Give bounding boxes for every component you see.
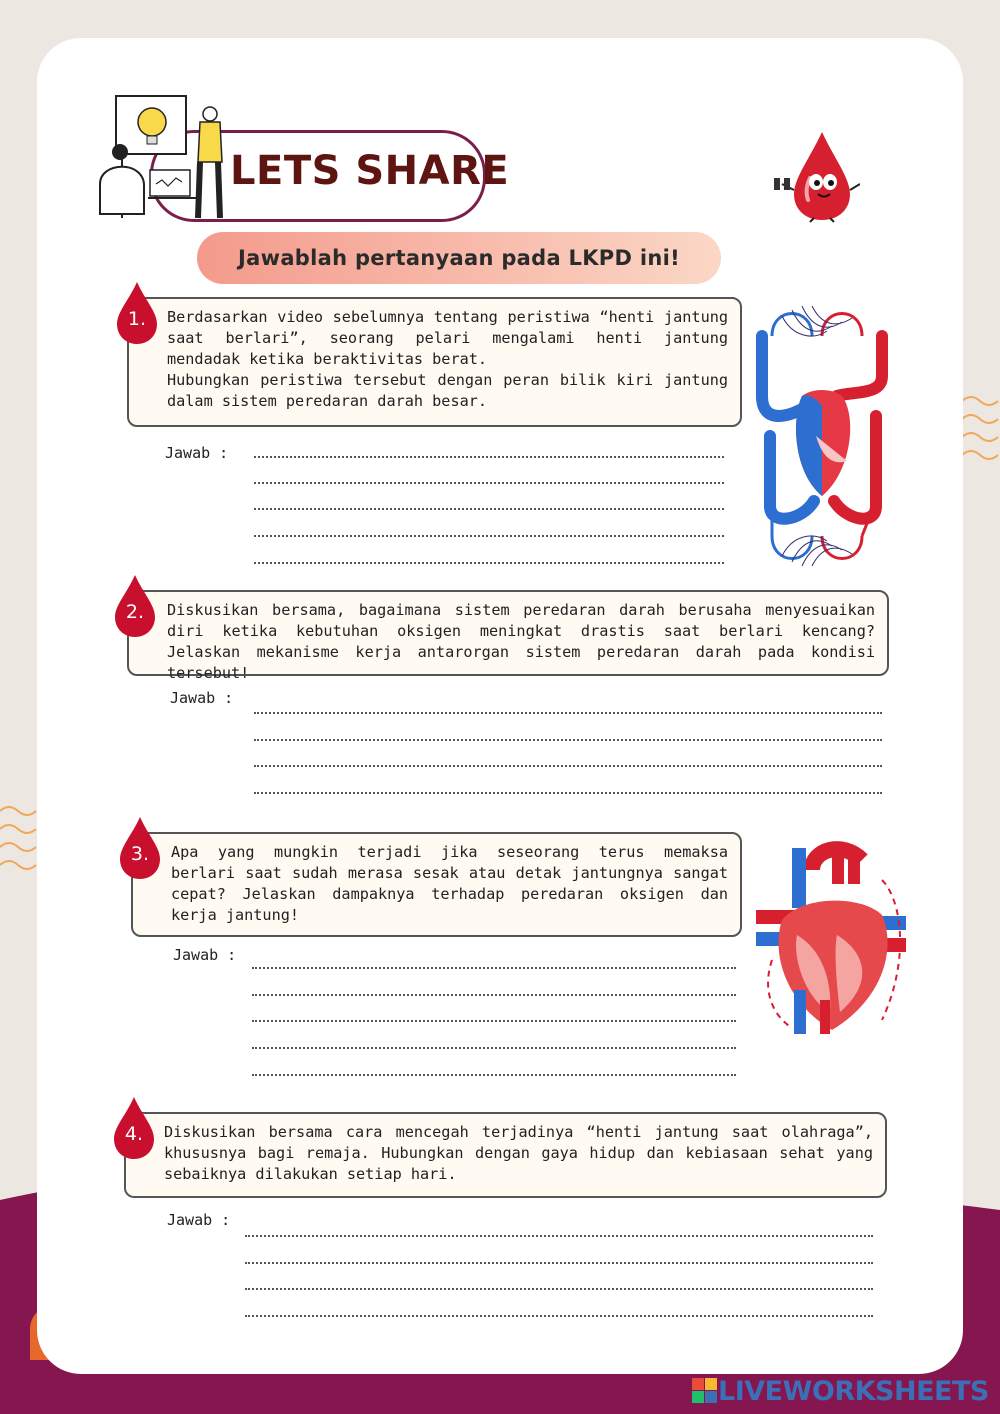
watermark-text: LIVEWORKSHEETS (718, 1376, 989, 1407)
answer-1-line-2[interactable] (254, 482, 724, 484)
question-1-box (127, 297, 742, 427)
instruction-banner: Jawablah pertanyaan pada LKPD ini! (197, 232, 721, 284)
question-3-number: 3. (130, 843, 150, 865)
answer-4-label: Jawab : (167, 1211, 231, 1229)
answer-1-line-4[interactable] (254, 535, 724, 537)
question-3-text: Apa yang mungkin terjadi jika seseorang terus memaksa berlari saat sudah merasa sesak atau detak jantungnya sangat cepat? Jelaskan dampaknya terhadap peredaran oksigen dan kerja jantung! (171, 843, 728, 924)
question-2-number: 2. (125, 601, 145, 623)
answer-1-line-1[interactable] (254, 456, 724, 458)
answer-2-line-2[interactable] (254, 739, 882, 741)
question-1-text-a: Berdasarkan video sebelumnya tentang peristiwa “henti jantung saat berlari”, seorang pelari mengalami henti jantung mendadak ketika beraktivitas berat. (167, 308, 728, 368)
heart-anatomy-icon (752, 840, 912, 1040)
circulation-diagram-icon (752, 296, 892, 578)
question-1-number: 1. (127, 308, 147, 330)
answer-4-line-4[interactable] (245, 1315, 873, 1317)
squiggle-left-decoration (0, 805, 40, 875)
question-4-box (124, 1112, 887, 1198)
presentation-illustration-icon (92, 92, 227, 222)
answer-2-label: Jawab : (170, 689, 234, 707)
answer-2-line-4[interactable] (254, 792, 882, 794)
blood-drop-mascot-icon (770, 128, 860, 223)
answer-3-line-2[interactable] (252, 994, 736, 996)
answer-3-label: Jawab : (173, 946, 237, 964)
answer-4-line-3[interactable] (245, 1288, 873, 1290)
answer-1-label: Jawab : (165, 444, 229, 462)
answer-1-line-3[interactable] (254, 508, 724, 510)
question-4-number: 4. (124, 1123, 144, 1145)
answer-1-line-5[interactable] (254, 562, 724, 564)
answer-3-line-5[interactable] (252, 1074, 736, 1076)
liveworksheets-watermark (692, 1376, 989, 1407)
liveworksheets-logo-icon (692, 1378, 718, 1406)
question-3-box (131, 832, 742, 937)
answer-4-line-2[interactable] (245, 1262, 873, 1264)
answer-4-line-1[interactable] (245, 1235, 873, 1237)
question-2-text: Diskusikan bersama, bagaimana sistem peredaran darah berusaha menyesuaikan diri ketika kebutuhan oksigen meningkat drastis saat berlari kencang? Jelaskan mekanisme kerja antarorgan sistem peredaran darah pada kondisi tersebut! (167, 601, 875, 682)
question-4-text: Diskusikan bersama cara mencegah terjadinya “henti jantung saat olahraga”, khususnya bagi remaja. Hubungkan dengan gaya hidup dan kebiasaan sehat yang sebaiknya dilakukan setiap hari. (164, 1123, 873, 1183)
answer-3-line-1[interactable] (252, 967, 736, 969)
answer-3-line-3[interactable] (252, 1020, 736, 1022)
page-title: LETS SHARE (230, 148, 510, 194)
answer-2-line-3[interactable] (254, 765, 882, 767)
question-2-box (127, 590, 889, 682)
answer-2-line-1[interactable] (254, 712, 882, 714)
answer-3-line-4[interactable] (252, 1047, 736, 1049)
question-1-text-b: Hubungkan peristiwa tersebut dengan peran bilik kiri jantung dalam sistem peredaran darah besar. (167, 371, 728, 410)
squiggle-right-decoration (960, 395, 1000, 465)
